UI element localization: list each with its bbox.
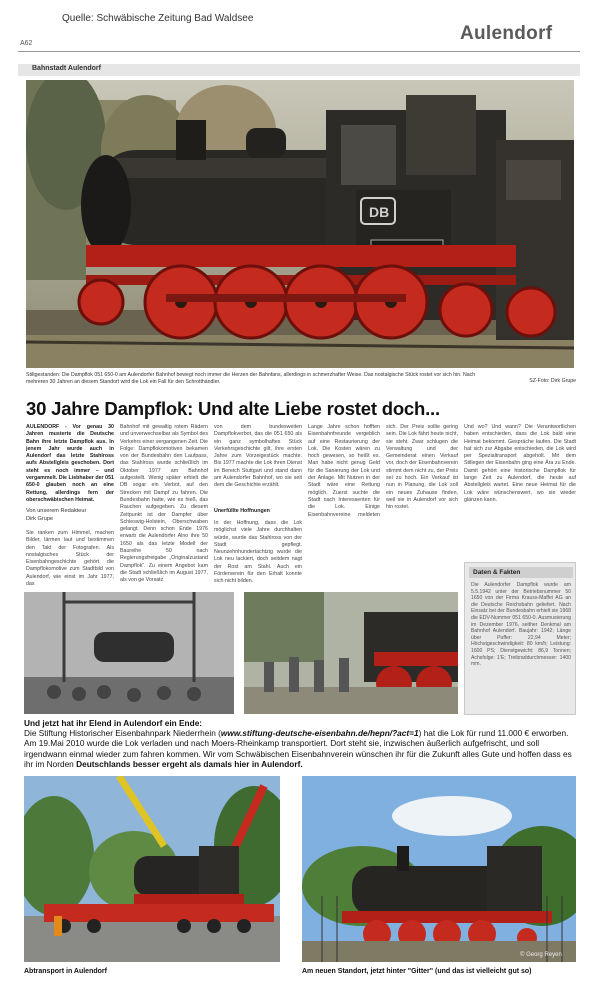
note-title: Und jetzt hat ihr Elend in Aulendorf ein Ende: <box>24 718 203 728</box>
article-col-3: von dem bundesweiten Dampflokverbot, das die 051 650 als ein ganz symbolhaftes Stück Verkehrsgeschichte gilt, ihre ersten Jahre zum Vorzeigestück machte. Bis 1977 machte die Lok ihren Dienst im Bereich Stuttgart und stand dann am Aulendorfer Bahnhof, wo sie seit dem die Geschichte erzählt. <box>214 424 302 489</box>
subheading-unerfuellte-hoffnungen: Unerfüllte Hoffnungen <box>214 508 270 514</box>
note-line1-end: ) hat die Lok für rund 11.000 € erworben. Am <box>24 728 569 749</box>
article-col-2: Bahnhof mit gewaltig rotem Rädern und unverwechselbar als Symbol des Verkehrs einer vergangenen Zeit. Die Folge: Dampflokomotiven bekamen von der Bundesbahn den Laufpass, das Stahlross wurde schließlich im Oktober 1977 am Bahnhof aufgestellt. Wenig später erhielt die DB sogar ein Verbot, auf den Strecken mit Dampf zu fahren. Die Bundesbahn hatte, wie es hieß, das Rauchen aufgegeben. Zu diesem Zeitpunkt ist der Dampfer über Schleswig-Holstein, Oberschwaben gelangt. Denn schon Ende 1976 erwarb die Aulendorfer Alno ihre 50 1650 als das letzte Modell der Baureihe 50 nach Regierungsfreigabe „Originalzustand Dampflok“. Zu einem Angebot kam die Stadt schließlich im August 1977, als von ge Vorsatz <box>120 424 208 584</box>
note-link[interactable]: www.stiftung-deutsche-eisenbahn.de/hepn/?act=1 <box>220 728 419 739</box>
festival-photo <box>244 592 458 714</box>
new-location-photo <box>302 776 576 962</box>
section-label: Bahnstadt Aulendorf <box>32 65 101 72</box>
article-headline: 30 Jahre Dampflok: Und alte Liebe rostet doch... <box>26 398 440 419</box>
info-box <box>464 562 576 715</box>
source-line: Quelle: Schwäbische Zeitung Bad Waldsee <box>62 13 254 24</box>
article-col-5: Und wo? Und wann? Die Verantwortlichen haben entschieden, dass die Lok bald eine Heimat bekommt. Gespräche laufen. Die Stadt hat sich zur Abgabe entschieden, die Lok wird per Spezialtransport abgeholt. Mit dem Stillegen der Eisenbahn ging eine Ära zu Ende. Damit gehört eine historische Dampflok für lange Zeit zu Aulendorf, die heute auf Abstellgleis wartet. Eine neue Heimat für die Lok wäre wünschenswert, wo sie wieder glänzen kann. <box>464 424 576 503</box>
article-col-3-cont: In der Hoffnung, dass die Lok möglichst viele Jahre durchhalten würde, wurde das Stahlross von der Stadt gepflegt. Neunzehnhundertachtzig wurde die Lok neu lackiert, doch seitdem nagt der Rost am Stahl. Auch ein Förderverein für den Erhalt konnte sich nicht bilden. <box>214 520 302 585</box>
locomotive-illustration <box>26 80 574 368</box>
article-col-4: Lange Jahre schon hofften Eisenbahnfreunde vergeblich auf eine Restaurierung der Lok. Die Kosten wären zu hoch gewesen, so heißt es. Man habe nicht genug Geld für die Sanierung der Lok und der Anlage. Mit Nutzen in der Stadt wäre eine Rettung möglich. Zuerst suchte die Stadt nach Interessenten für die Lok. Einige Eisenbahnvereine meldeten sich. Der Preis sollte gering sein. Die Lok fährt heute nicht, sie steht. Zwar schlugen die Verwaltung und der Gemeinderat einen Verkauf vor, doch der Eisenbahnverein stimmt dem nicht zu, der Preis sei zu hoch. Ein Verkauf ist nun in Planung, die Lok soll ein neues Zuhause finden, weil sie in Aulendorf vor sich hin rostet. <box>308 424 458 518</box>
main-photo-credit: SZ-Foto: Dirk Grupe <box>529 378 576 384</box>
page-number: A62 <box>20 40 33 47</box>
byline-author: Dirk Grupe <box>26 516 54 522</box>
article-col-1: Sie ranken zum Himmel, machen Bilder, lärmen laut und bestimmen den Takt der Fotografen. Als nostalgisches Stück der Eisenbahngeschichte gehört die Dampflokomotive zum Stadtbild von Aulendorf, wie einst im Jahr 1977, das <box>26 530 114 588</box>
main-photo-caption: Stiltgestanden: Die Dampflok 051 650-0 am Aulendorfer Bahnhof bewegt noch immer die Herzen der Bahnfans, allerdings in schmerzhafter Weise. Das nostalgische Stück rostet vor sich hin. Nach mehreren 30 Jahren an diesem Standort wird die Lok ein Fall für den Schrotthändler. <box>26 372 476 385</box>
note-line1: Die Stiftung Historischer Eisenbahnpark Niederrhein ( <box>24 728 221 739</box>
note-paragraph <box>24 718 580 769</box>
byline-prefix: Von unserem Redakteur <box>26 508 87 514</box>
new-location-photo-caption: Am neuen Standort, jetzt hinter "Gitter" (und das ist vielleicht gut so) <box>302 968 532 975</box>
info-box-text: Die Aulendorfer Dampflok wurde am 5.5.1942 unter der Betriebsnummer 50 1650 von der Firma Krauss-Maffei AG an die Deutsche Reichsbahn geliefert. Nach Einsatz bei der Bundesbahn erhielt sie 1968 die EDV-Nummer 051 650-0. Ausmusterung im Dezember 1976, seither Denkmal am Bahnhof Aulendorf. Baujahr: 1942; Länge über Puffer: 22,94 Meter; Höchstgeschwindigkeit: 80 km/h; Leistung: 1600 PS; Dienstgewicht: 86,9 Tonnen; Achsfolge: 1'E; Treibraddurchmesser: 1400 mm. <box>471 582 571 668</box>
masthead: Aulendorf <box>460 23 553 44</box>
historic-crane-photo <box>24 592 234 714</box>
header-rule <box>18 51 580 52</box>
transport-photo <box>24 776 280 962</box>
note-line2: 19.Mai 2010 wurde die Lok verladen und nach Moers-Rheinkamp transportiert. Dort steht sie, inzwischen äußerlich aufgefrischt, und soll irgendwann einmal wieder zum fahren kommen. Wir vom Schwäbischen Eisenbahnverein wünschen ihr für die Zukunft alles Gute und hoffen dass es ihr im Norden <box>24 738 572 769</box>
db-logo: DB <box>369 204 390 220</box>
section-bar <box>18 64 580 76</box>
transport-illustration <box>24 776 280 962</box>
transport-photo-caption: Abtransport in Aulendorf <box>24 968 107 975</box>
new-location-illustration <box>302 776 576 962</box>
historic-crane-illustration <box>24 592 234 714</box>
info-box-title: Daten & Fakten <box>469 567 573 578</box>
article-lead: AULENDORF - Vor genau 30 Jahren musterte die Deutsche Bahn ihre letzte Dampflok aus. In jenem Jahr wurde auch in Aulendorf das letzte Stahlross aufs Abstellgleis geschoben. Dort steht es noch immer – und vergammelt. Die Liebhaber der 051 650-0 glauben noch an eine Rettung, allerdings fern der oberschwäbischen Heimat. <box>26 424 114 503</box>
main-locomotive-photo <box>26 80 574 368</box>
note-bold-end: Deutschlands besser ergeht als damals hier in Aulendorf. <box>76 758 303 769</box>
festival-illustration <box>244 592 458 714</box>
new-location-photo-credit: © Georg Reyen <box>520 952 562 958</box>
